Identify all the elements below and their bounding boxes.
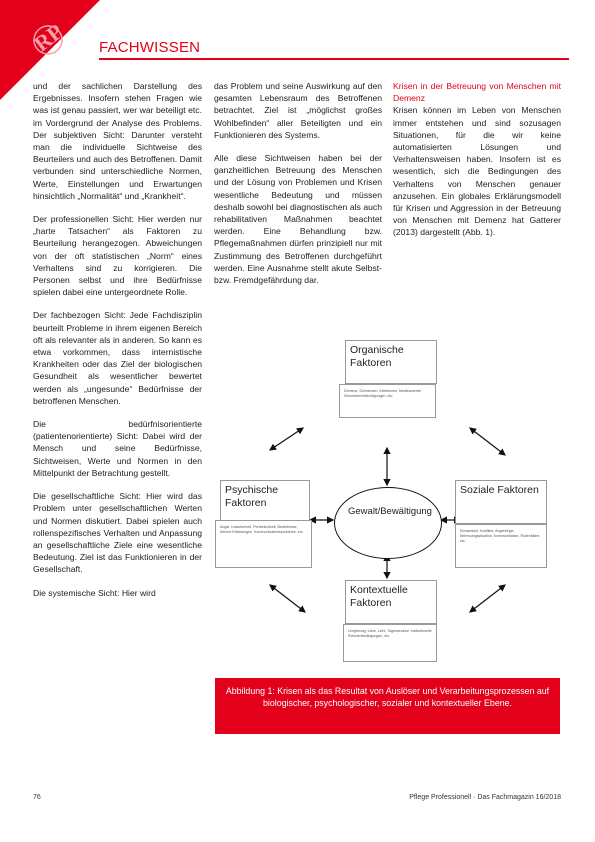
paragraph: Die systemische Sicht: Hier wird: [33, 587, 156, 598]
context-factors-box: [345, 580, 437, 624]
arrow-diagonal-nw: [270, 428, 303, 450]
paragraph: Die gesellschaftliche Sicht: Hier wird das Problem unter gesellschaftlichen Werten und Normen diskutiert. Dabei spielen auch rollenspezifisches Verhalten und Anpassung an gesellschaftliche Ziele eine wesentliche Bedeutung. Ziel ist das Funktionieren in der Gesellschaft.: [33, 491, 202, 575]
subheading: Krisen in der Betreuung von Menschen mit Demenz: [393, 81, 561, 104]
text-column-2: [214, 80, 382, 297]
organic-factors-title: Organische Faktoren: [350, 344, 404, 369]
arrow-diagonal-sw: [270, 585, 305, 612]
psychic-factors-box: [220, 480, 310, 524]
paragraph: das Problem und seine Auswirkung auf den gesamten Lebensraum des Betroffenen betrachtet. Ziel ist „möglichst großes Wohlbefinden“ aller Beteiligten und ein Funktionieren des Systems.: [214, 81, 382, 140]
psychic-factors-notes-box: [215, 520, 312, 568]
social-factors-notes: Einsamkeit, Konflikte, Angehörige, Betreuungssituation, Kommunikation, Rollenbilder, etc.: [460, 529, 541, 543]
context-factors-notes: Umgebung, Lärm, Licht, Tagesstruktur, Institutionelle Rahmenbedingungen, etc.: [348, 629, 432, 638]
page-number: 76: [33, 794, 41, 801]
arrow-diagonal-ne: [470, 428, 505, 455]
paragraph: Der fachbezogen Sicht: Jede Fachdisziplin beurteilt Probleme in ihrem eigenen Bereich oft als relevanter als in anderen. So kann es etwa vorkommen, dass internistische Krankheiten oder das Ziel der biologischen Gesundheit als wesentlicher bewertet werden als „ungesunde“ Bedürfnisse der betroffenen Menschen.: [33, 310, 202, 406]
social-factors-box: [455, 480, 547, 524]
paragraph: und der sachlichen Darstellung des Ergebnisses. Insofern stehen Fragen wie was ist genau passiert, wer war beteiligt etc. im Vordergrund der Analyse des Problems. Der subjektiven Sicht: Darunter versteht man die individuelle Sichtweise des Beurteilers und auch des Betroffenen. Damit verbunden sind unterschiedliche Normen, Werte, Einstellungen und Erwartungen hinsichtlich „Normalität“ und „Krankheit“.: [33, 81, 202, 201]
section-divider: [99, 58, 569, 60]
factor-diagram: [215, 340, 565, 665]
social-factors-title: Soziale Faktoren: [460, 484, 539, 496]
section-title: FACHWISSEN: [99, 39, 201, 56]
arrow-diagonal-se: [470, 585, 505, 612]
psychic-factors-title: Psychische Faktoren: [225, 484, 279, 509]
paragraph: Die bedürfnisorientierte (patientenorientierte) Sicht: Dabei wird der Mensch und seine Bedürfnisse, Sichtweisen, Werte und Normen in den Mittelpunkt der Betrachtung gestellt.: [33, 419, 202, 478]
publication-footer: Pflege Professionell · Das Fachmagazin 16/2018: [409, 794, 561, 801]
organic-factors-notes: Demenz, Schmerzen, Infektionen, Medikamente, Sinnesbeeinträchtigungen, etc.: [344, 389, 422, 398]
context-factors-title: Kontextuelle Faktoren: [350, 584, 408, 609]
organic-factors-notes-box: [339, 384, 436, 418]
text-column-1: [33, 80, 202, 610]
context-factors-notes-box: [343, 624, 437, 662]
figure-caption: Abbildung 1: Krisen als das Resultat von Auslöser und Verarbeitungsprozessen auf biologischer, psychologischer, sozialer und kontextueller Ebene.: [215, 678, 560, 734]
center-label: Gewalt/Bewältigung: [348, 506, 432, 517]
center-circle: [334, 487, 442, 559]
organic-factors-box: [345, 340, 437, 384]
paragraph: Der professionellen Sicht: Hier werden nur „harte Tatsachen“ als Faktoren zu Beurteilung herangezogen. Abweichungen von der oft statistischen „Norm“ eines Verhaltens sind zu korrigieren. Die Personen selbst und ihre Bedürfnisse spielen dabei eine untergeordnete Rolle.: [33, 214, 202, 298]
logo-text: RP: [29, 18, 68, 57]
paragraph: Alle diese Sichtweisen haben bei der ganzheitlichen Betreuung des Menschen und der Lösung von Problemen und Krisen wesentliche Bedeutung und müssen deshalb sowohl bei diagnostischen als auch rehabilitativen Maßnahmen beachtet werden. Eine Behandlung bzw. Pflegemaßnahmen dürfen prinzipiell nur mit Zustimmung des Betroffenen durchgeführt werden. Eine Ausnahme stellt akute Selbst- bzw. Fremdgefährdung dar.: [214, 153, 382, 286]
social-factors-notes-box: [455, 524, 547, 568]
text-column-3: [393, 80, 561, 250]
paragraph: Krisen können im Leben von Menschen immer entstehen und sind sozusagen Situationen, für die wir keine automatisierten Lösungen und Verhaltensweisen haben. Insofern ist es wesentlich, sich die Bedingungen des Verhaltens von Menschen genauer anzusehen. Ein globales Erklärungsmodell für Krisen und Aggression in der Betreuung von Menschen mit Demenz hat Gatterer (2013) dargestellt (Abb. 1).: [393, 105, 561, 238]
psychic-factors-notes: Angst, Unsicherheit, Persönlichkeit, Bedürfnisse, frühere Erfahrungen, Kommunikationsprobleme, etc.: [220, 525, 304, 534]
